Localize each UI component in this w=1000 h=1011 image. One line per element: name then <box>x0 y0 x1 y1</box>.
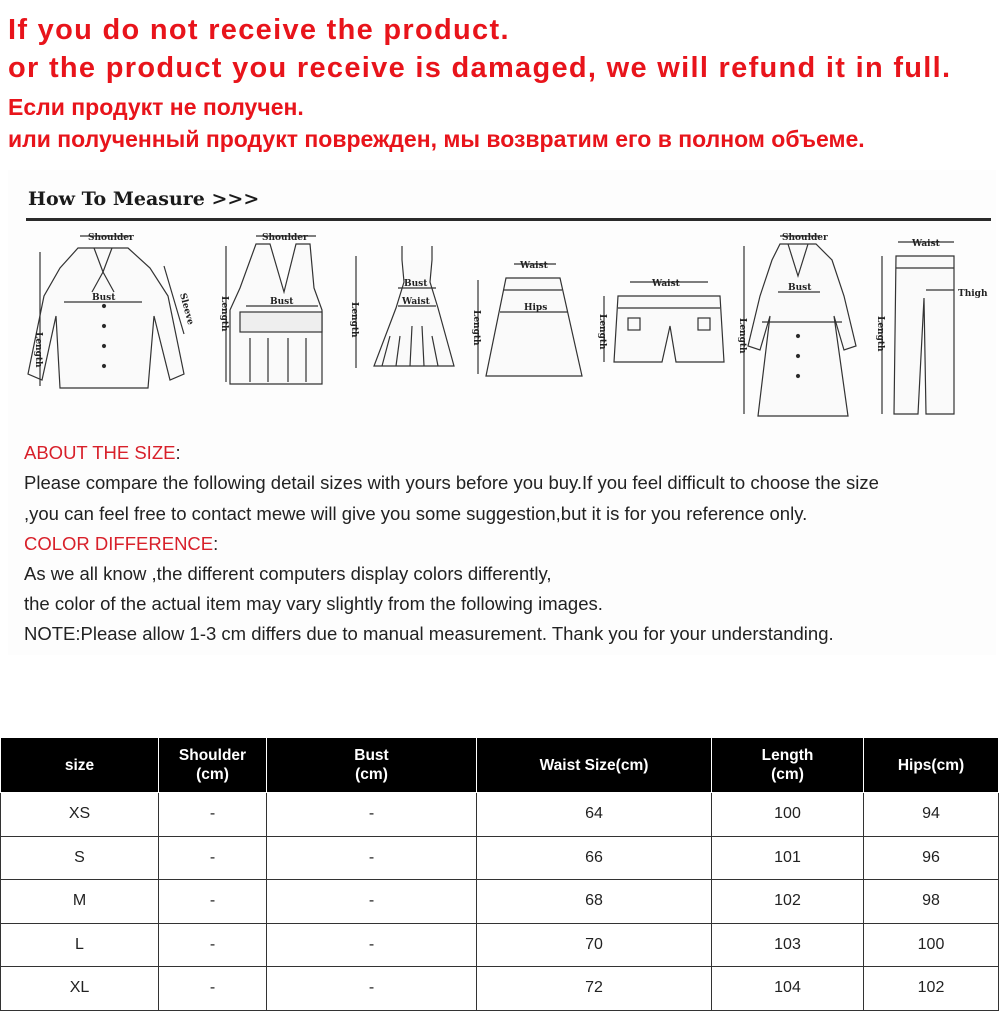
cell-hips: 98 <box>864 880 999 924</box>
table-header-row <box>1 738 999 793</box>
header-waist: Waist Size(cm) <box>477 738 712 793</box>
cell-size: M <box>1 880 159 924</box>
label-hips: Hips <box>524 303 548 313</box>
label-bust: Bust <box>788 283 812 293</box>
about-size-line-2: ,you can feel free to contact mewe will give you some suggestion,but it is for you reference only. <box>24 503 808 524</box>
label-waist: Waist <box>520 261 548 271</box>
label-thigh: Thigh <box>958 289 988 299</box>
notice-line-en-1: If you do not receive the product. <box>8 14 510 46</box>
title-divider <box>26 218 991 221</box>
cell-bust: - <box>267 923 477 967</box>
label-sleeve: Sleeve <box>177 292 196 327</box>
trousers-illustration <box>875 239 988 414</box>
cell-shoulder: - <box>159 880 267 924</box>
cell-length: 103 <box>712 923 864 967</box>
header-length: Length (cm) <box>712 738 864 793</box>
cell-bust: - <box>267 967 477 1011</box>
header-shoulder: Shoulder (cm) <box>159 738 267 793</box>
cell-hips: 94 <box>864 793 999 837</box>
cell-waist: 70 <box>477 923 712 967</box>
color-difference-line-2: the color of the actual item may vary slightly from the following images. <box>24 593 603 614</box>
color-difference-heading: COLOR DIFFERENCE <box>24 533 214 554</box>
cell-length: 100 <box>712 793 864 837</box>
cell-hips: 100 <box>864 923 999 967</box>
label-length: Length <box>471 310 481 346</box>
about-size-heading-row: ABOUT THE SIZE: <box>24 442 181 463</box>
label-shoulder: Shoulder <box>88 233 134 243</box>
cell-waist: 72 <box>477 967 712 1011</box>
label-bust: Bust <box>404 279 428 289</box>
cell-size: L <box>1 923 159 967</box>
cell-size: XL <box>1 967 159 1011</box>
color-difference-heading-row: COLOR DIFFERENCE: <box>24 533 219 554</box>
table-row <box>1 793 999 837</box>
cell-shoulder: - <box>159 836 267 880</box>
notice-line-ru-1: Если продукт не получен. <box>8 94 304 120</box>
label-length: Length <box>875 316 885 352</box>
about-size-heading: ABOUT THE SIZE <box>24 442 176 463</box>
cell-shoulder: - <box>159 967 267 1011</box>
cell-length: 104 <box>712 967 864 1011</box>
how-to-measure-title: How To Measure >>> <box>28 188 260 210</box>
label-shoulder: Shoulder <box>262 233 308 243</box>
measurement-note: NOTE:Please allow 1-3 cm differs due to manual measurement. Thank you for your understanding. <box>24 623 834 644</box>
tank-top-illustration <box>219 233 322 384</box>
table-row <box>1 836 999 880</box>
size-chart-table <box>0 737 999 1011</box>
notice-line-en-2: or the product you receive is damaged, we will refund it in full. <box>8 52 952 84</box>
cell-size: S <box>1 836 159 880</box>
cell-length: 102 <box>712 880 864 924</box>
trench-coat-illustration <box>737 233 856 416</box>
label-bust: Bust <box>270 297 294 307</box>
label-length: Length <box>349 302 359 338</box>
label-length: Length <box>737 318 747 354</box>
label-length: Length <box>33 332 43 368</box>
blouse-illustration <box>28 233 195 388</box>
refund-notice <box>0 0 1000 168</box>
cell-shoulder: - <box>159 923 267 967</box>
label-shoulder: Shoulder <box>782 233 828 243</box>
label-length: Length <box>219 296 229 332</box>
cell-bust: - <box>267 880 477 924</box>
skirt-illustration <box>471 261 582 376</box>
header-bust: Bust (cm) <box>267 738 477 793</box>
header-hips: Hips(cm) <box>864 738 999 793</box>
label-waist: Waist <box>652 279 680 289</box>
cell-shoulder: - <box>159 793 267 837</box>
about-size-line-1: Please compare the following detail sizes with yours before you buy.If you feel difficult to choose the size <box>24 472 879 493</box>
how-to-measure-section <box>8 170 996 655</box>
table-row <box>1 880 999 924</box>
cell-bust: - <box>267 793 477 837</box>
shorts-illustration <box>597 279 724 362</box>
label-waist: Waist <box>912 239 940 249</box>
cell-bust: - <box>267 836 477 880</box>
cell-length: 101 <box>712 836 864 880</box>
label-bust: Bust <box>92 293 116 303</box>
cell-size: XS <box>1 793 159 837</box>
cell-hips: 96 <box>864 836 999 880</box>
cell-waist: 66 <box>477 836 712 880</box>
cell-waist: 68 <box>477 880 712 924</box>
label-waist: Waist <box>402 297 430 307</box>
color-difference-line-1: As we all know ,the different computers display colors differently, <box>24 563 552 584</box>
header-size: size <box>1 738 159 793</box>
notice-line-ru-2: или полученный продукт поврежден, мы возвратим его в полном объеме. <box>8 126 865 152</box>
cell-waist: 64 <box>477 793 712 837</box>
sundress-illustration <box>349 246 454 368</box>
table-row <box>1 967 999 1011</box>
measurement-diagram <box>8 226 996 436</box>
table-row <box>1 923 999 967</box>
label-length: Length <box>597 314 607 350</box>
cell-hips: 102 <box>864 967 999 1011</box>
